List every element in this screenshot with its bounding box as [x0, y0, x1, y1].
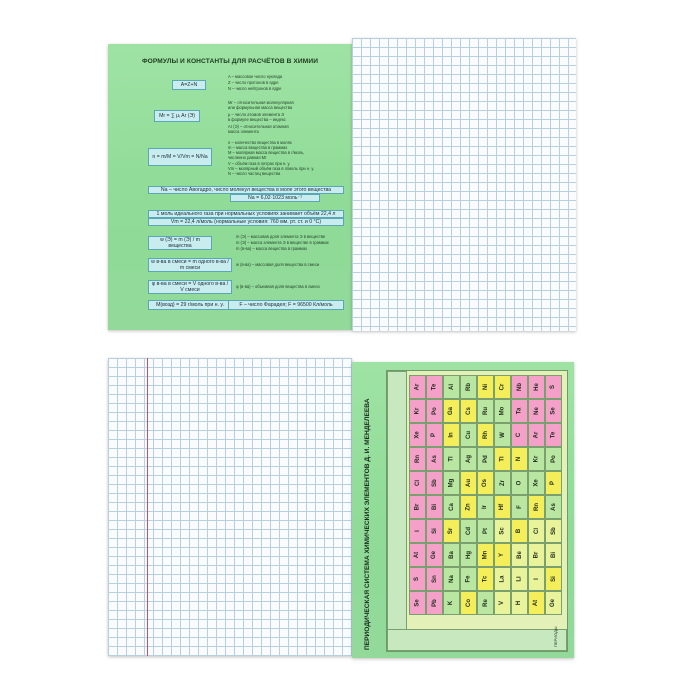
- formula-note: N – число частиц вещества: [228, 171, 281, 176]
- periods-label: ПЕРИОДЫ: [553, 626, 558, 647]
- element-cell: Kr: [409, 399, 426, 423]
- formula-box: w в-ва в смеси = m одного в-ва / m смеси: [148, 258, 232, 272]
- element-cell: Tl: [443, 447, 460, 471]
- element-cell: Pt: [477, 519, 494, 543]
- element-cell: Re: [477, 591, 494, 615]
- element-cell: Cl: [528, 519, 545, 543]
- element-cell: He: [528, 375, 545, 399]
- formula-note: m (Э) – масса элемента Э в веществе в граммах: [236, 240, 329, 245]
- formulas-title: ФОРМУЛЫ И КОНСТАНТЫ ДЛЯ РАСЧЁТОВ В ХИМИИ: [141, 58, 319, 65]
- formula-box: Na = 6,02·1023 моль⁻¹: [230, 194, 320, 202]
- margin-line: [147, 358, 148, 656]
- groups-header: [387, 626, 567, 651]
- element-cell: Zn: [460, 495, 477, 519]
- formula-box: Na – число Авогадро, число молекул вещества в моле этого вещества: [148, 186, 344, 194]
- formula-box: A=Z+N: [172, 80, 206, 90]
- formula-note: в формуле вещества – индекс: [228, 117, 286, 122]
- element-cell: Sr: [443, 519, 460, 543]
- element-cell: Ru: [477, 399, 494, 423]
- element-cell: C: [511, 423, 528, 447]
- element-cell: Sb: [426, 471, 443, 495]
- formula-note: Ar (Э) – относительная атомная: [228, 124, 289, 129]
- element-cell: B: [511, 519, 528, 543]
- element-cell: Mg: [443, 471, 460, 495]
- element-cell: Ir: [477, 495, 494, 519]
- element-cell: Bi: [545, 543, 562, 567]
- formula-note: φ (в-ва) – объемная доля вещества в смеси: [236, 284, 320, 289]
- element-cell: Br: [528, 543, 545, 567]
- formula-note: масса элемента: [228, 129, 259, 134]
- formula-note: N – число нейтронов в ядре: [228, 86, 282, 91]
- element-cell: Be: [511, 543, 528, 567]
- formula-note: Z – число протонов в ядре: [228, 80, 279, 85]
- element-cell: Cd: [460, 519, 477, 543]
- element-cell: P: [426, 423, 443, 447]
- top-cover: [108, 44, 352, 330]
- element-cell: As: [545, 495, 562, 519]
- element-cell: Pd: [477, 447, 494, 471]
- element-cell: Ca: [443, 495, 460, 519]
- element-cell: Sc: [494, 519, 511, 543]
- formula-note: численно равная Mr: [228, 155, 267, 160]
- element-cell: Na: [443, 567, 460, 591]
- bottom-cover: [352, 362, 574, 658]
- formula-note: V – объём газа в литрах при н. у.: [228, 161, 291, 166]
- formula-note: M – молярная масса вещества в г/моль,: [228, 150, 305, 155]
- formula-note: Vm – молярный объём газа в л/моль при н. у.: [228, 166, 315, 171]
- element-cell: S: [545, 375, 562, 399]
- element-cell: Te: [426, 375, 443, 399]
- bottom-grid-page: [108, 358, 352, 656]
- formula-box: w (Э) = m (Э) / m вещества: [148, 236, 212, 250]
- element-cell: Al: [443, 375, 460, 399]
- element-cell: Br: [409, 495, 426, 519]
- element-cell: Bi: [426, 495, 443, 519]
- element-cell: Cr: [494, 375, 511, 399]
- element-cell: Ge: [426, 543, 443, 567]
- element-cell: Sb: [545, 519, 562, 543]
- element-cell: K: [443, 591, 460, 615]
- element-cell: Ni: [477, 375, 494, 399]
- element-cell: Tc: [477, 567, 494, 591]
- element-cell: La: [494, 567, 511, 591]
- element-cell: F: [511, 495, 528, 519]
- element-cell: Fe: [460, 567, 477, 591]
- element-cell: At: [409, 543, 426, 567]
- formula-note: m (Э) – массовая доля элемента Э в веществе: [236, 234, 326, 239]
- periodic-table: [386, 370, 568, 652]
- element-cell: Cs: [460, 399, 477, 423]
- element-cell: Xe: [528, 471, 545, 495]
- element-cell: Os: [477, 471, 494, 495]
- element-cell: Ti: [494, 447, 511, 471]
- formula-note: w (в-ва) – массовая доля вещества в смеси: [236, 262, 320, 267]
- element-cell: Hf: [494, 495, 511, 519]
- element-cell: Y: [494, 543, 511, 567]
- element-cell: Ne: [528, 399, 545, 423]
- element-cell: Ar: [409, 375, 426, 399]
- element-cell: Xe: [409, 423, 426, 447]
- element-cell: N: [511, 447, 528, 471]
- periodic-table-title: ПЕРИОДИЧЕСКАЯ СИСТЕМА ХИМИЧЕСКИХ ЭЛЕМЕНТОВ Д. И. МЕНДЕЛЕЕВА: [364, 398, 371, 650]
- element-cell: I: [528, 567, 545, 591]
- element-cell: Hg: [460, 543, 477, 567]
- element-cell: Rn: [528, 495, 545, 519]
- formula-box: 1 моль идеального газа при нормальных условиях занимает объём 22,4 л: [148, 210, 344, 218]
- element-cell: At: [528, 591, 545, 615]
- element-cell: P: [545, 471, 562, 495]
- element-cell: Cu: [460, 423, 477, 447]
- element-cell: H: [511, 591, 528, 615]
- formula-note: m – масса вещества в граммах: [228, 145, 288, 150]
- periods-header: [387, 371, 407, 651]
- formula-note: μ – число атомов элемента Э: [228, 112, 285, 117]
- element-cell: Cl: [409, 471, 426, 495]
- element-cell: O: [511, 471, 528, 495]
- formula-note: A – массовое число нуклида: [228, 74, 283, 79]
- element-cell: Si: [545, 567, 562, 591]
- element-cell: S: [409, 567, 426, 591]
- element-cell: Co: [460, 591, 477, 615]
- formula-note: m (в-ва) – масса вещества в граммах: [236, 246, 308, 251]
- element-cell: Si: [426, 519, 443, 543]
- formula-note: или формульная масса вещества: [228, 105, 293, 110]
- element-cell: Ba: [443, 543, 460, 567]
- formula-box: F – число Фарадея; F = 96500 Кл/моль: [228, 300, 344, 310]
- element-cell: In: [443, 423, 460, 447]
- element-cell: Sn: [426, 567, 443, 591]
- formula-box: n = m/M = V/Vm = N/Na: [148, 148, 212, 166]
- element-cell: Zr: [494, 471, 511, 495]
- element-cell: Po: [426, 399, 443, 423]
- element-cell: Se: [409, 591, 426, 615]
- element-cell: Rn: [409, 447, 426, 471]
- element-cell: V: [494, 591, 511, 615]
- element-cell: As: [426, 447, 443, 471]
- formula-box: Vm = 22,4 л/моль (нормальные условия: 760 мм. рт. ст. и 0 °C): [148, 218, 344, 226]
- element-cell: Ta: [511, 399, 528, 423]
- formula-box: Mr = ∑ μᵢ Ar (Э): [154, 110, 200, 122]
- element-cell: Nb: [511, 375, 528, 399]
- element-cell: Ga: [443, 399, 460, 423]
- element-cell: Po: [545, 447, 562, 471]
- element-cell: Se: [545, 399, 562, 423]
- element-cell: Mo: [494, 399, 511, 423]
- element-cell: Ag: [460, 447, 477, 471]
- formula-box: M(возд) = 29 г/моль при н. у.: [148, 300, 232, 310]
- element-cell: Ar: [528, 423, 545, 447]
- formula-box: φ в-ва в смеси = V одного в-ва / V смеси: [148, 280, 232, 294]
- element-cell: Au: [460, 471, 477, 495]
- formula-note: n – количество вещества в молях: [228, 140, 292, 145]
- element-cell: Pb: [426, 591, 443, 615]
- formula-note: Mr – относительная молекулярная: [228, 100, 294, 105]
- element-cell: Rh: [477, 423, 494, 447]
- element-cell: I: [409, 519, 426, 543]
- top-grid-page: [352, 38, 576, 331]
- element-cell: Ge: [545, 591, 562, 615]
- element-cell: W: [494, 423, 511, 447]
- element-cell: Kr: [528, 447, 545, 471]
- element-cell: Mn: [477, 543, 494, 567]
- element-cell: Rb: [460, 375, 477, 399]
- element-cell: Te: [545, 423, 562, 447]
- element-cell: Li: [511, 567, 528, 591]
